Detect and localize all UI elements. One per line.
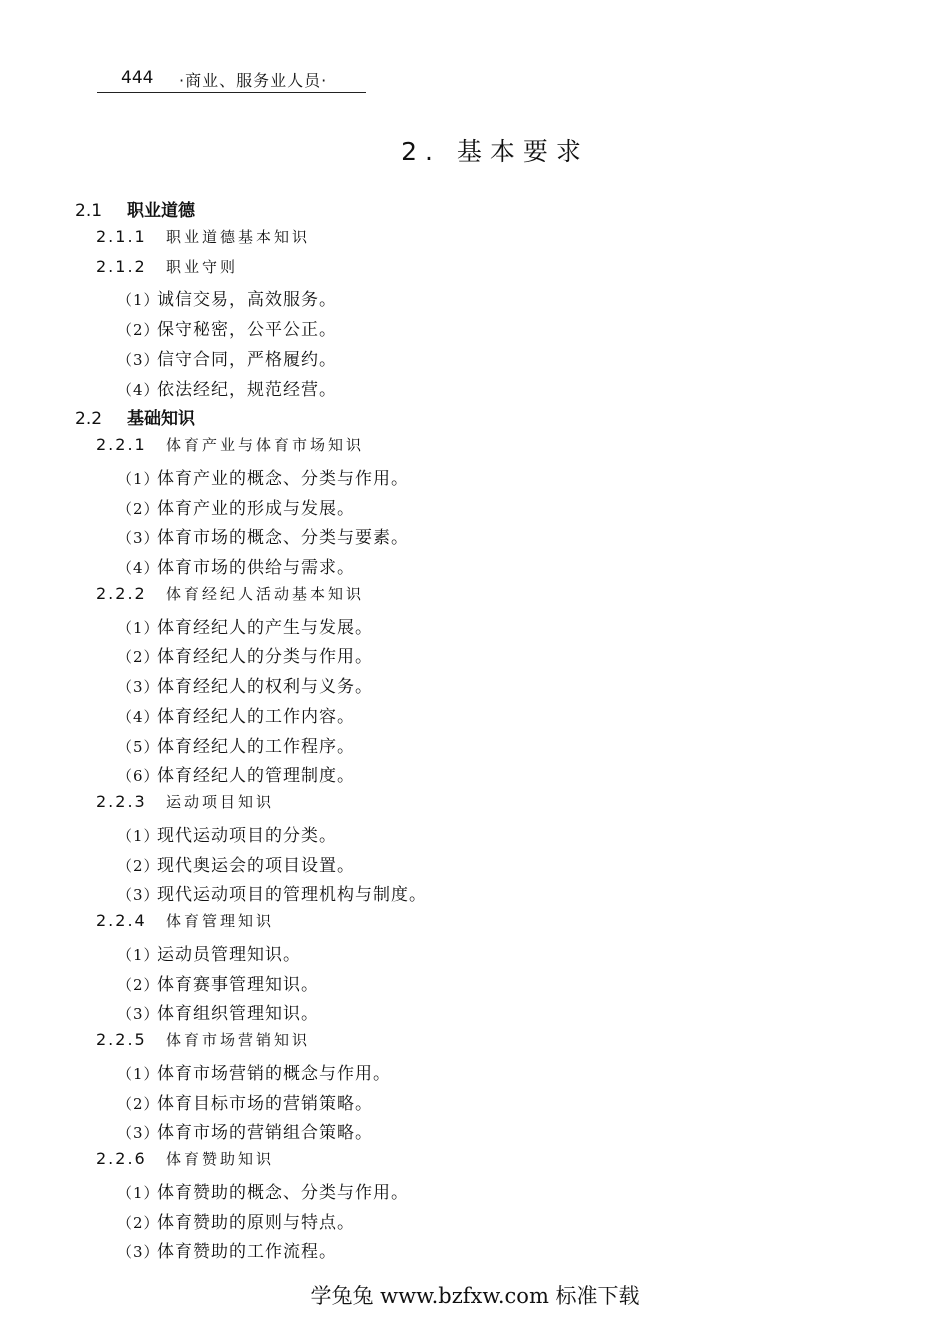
outline-item-level-3 [117,672,373,697]
outline-item-level-3 [117,732,355,757]
item-number: （3） [117,529,160,548]
outline-item-level-3 [117,851,355,876]
item-text: 运动员管理知识。 [157,944,301,965]
item-text: 体育经纪人的分类与作用。 [157,647,373,668]
outline-item-level-1 [75,196,195,221]
item-number: （6） [117,767,160,786]
outline-item-level-3 [117,761,355,786]
outline-item-level-3 [117,1237,337,1262]
outline-item-level-3 [117,1089,373,1114]
item-text: 信守合同，严格履约。 [157,349,337,370]
item-text: 体育目标市场的营销策略。 [157,1093,373,1114]
item-number: （3） [117,1005,160,1024]
item-number: （5） [117,737,160,756]
page-number: 444 [121,68,154,88]
item-text: 体育经纪人的产生与发展。 [157,617,373,638]
item-text: 运动项目知识 [166,793,275,811]
outline-item-level-2 [96,256,238,277]
outline-item-level-2 [96,910,274,931]
outline-item-level-2 [96,791,274,812]
item-number: （2） [117,321,160,339]
item-text: 体育经纪人的权利与义务。 [157,677,373,697]
outline-item-level-3 [117,345,337,370]
outline-item-level-2 [96,1029,310,1050]
item-number: （4） [117,380,160,399]
outline-item-level-2 [96,583,364,604]
item-text: 现代运动项目的分类。 [157,825,337,846]
item-number: （2） [117,975,160,994]
item-text: 体育市场的营销组合策略。 [157,1123,373,1144]
item-number: （2） [117,856,160,875]
outline-item-level-3 [117,464,409,489]
item-number: （1） [117,469,160,488]
item-number: （2） [117,1094,160,1113]
item-text: 体育市场的概念、分类与要素。 [157,528,409,549]
item-text: 体育市场营销知识 [166,1031,311,1049]
outline-item-level-3 [117,970,319,995]
item-number: （1） [117,618,160,637]
item-text: 体育产业的形成与发展。 [157,498,355,519]
item-text: 体育赞助知识 [166,1150,275,1168]
item-text: 保守秘密，公平公正。 [157,320,337,340]
item-number: 2.2.5 [96,1030,147,1049]
outline-item-level-3 [117,1118,373,1143]
outline-item-level-3 [117,642,373,667]
item-number: （3） [117,1124,160,1143]
item-number: 2.2 [75,409,103,430]
item-number: （1） [117,1064,160,1083]
item-text: 体育经纪人活动基本知识 [166,584,365,603]
outline-item-level-3 [117,553,355,578]
outline-item-level-1 [75,404,195,429]
outline-item-level-3 [117,821,337,846]
running-header [97,66,366,93]
watermark-footer: 学兔兔 www.bzfxw.com 标准下载 [310,1284,640,1308]
item-text: 体育经纪人的工作程序。 [157,736,355,757]
item-text: 体育经纪人的管理制度。 [157,766,355,787]
item-text: 体育赞助的工作流程。 [157,1242,337,1263]
item-text: 基础知识 [127,409,195,430]
item-number: （3） [117,886,160,905]
item-text: 现代奥运会的项目设置。 [157,855,355,876]
item-text: 体育赛事管理知识。 [157,974,319,995]
item-number: （1） [117,291,160,310]
item-number: （2） [117,499,160,518]
item-number: 2.2.3 [96,792,147,811]
item-text: 诚信交易，高效服务。 [157,290,337,311]
item-number: （1） [117,826,160,845]
outline-item-level-3 [117,999,319,1024]
page-title: 2. 基本要求 [401,137,589,166]
item-text: 职业守则 [166,257,239,276]
outline-item-level-3 [117,315,337,340]
outline-item-level-3 [117,285,337,310]
outline-item-level-3 [117,880,427,905]
item-text: 体育产业的概念、分类与作用。 [157,468,409,489]
outline-item-level-2 [96,434,364,455]
item-text: 职业道德 [127,201,195,221]
outline-item-level-2 [96,226,310,247]
item-text: 职业道德基本知识 [166,227,311,246]
item-text: 体育组织管理知识。 [157,1004,319,1025]
item-number: （4） [117,559,160,577]
section-label: ·商业、服务业人员· [179,71,328,90]
item-text: 体育赞助的概念、分类与作用。 [157,1182,409,1203]
item-number: 2.2.4 [96,911,147,930]
item-text: 依法经纪，规范经营。 [157,379,337,400]
item-number: （4） [117,707,160,726]
item-number: 2.1.2 [96,256,147,276]
outline-item-level-3 [117,523,409,548]
item-number: （1） [117,1183,160,1202]
item-number: 2.1.1 [96,226,147,246]
item-text: 现代运动项目的管理机构与制度。 [157,885,427,906]
outline-item-level-3 [117,494,355,519]
item-text: 体育赞助的原则与特点。 [157,1212,355,1233]
item-number: （2） [117,648,160,667]
outline-item-level-3 [117,1208,355,1233]
outline-item-level-3 [117,1178,409,1203]
item-number: （3） [117,678,160,696]
item-number: 2.1 [75,201,103,221]
outline-item-level-3 [117,940,301,965]
item-number: 2.2.6 [96,1149,147,1168]
outline-item-level-3 [117,375,337,400]
item-number: （3） [117,1243,160,1262]
outline-item-level-3 [117,702,355,727]
outline-item-level-3 [117,613,373,638]
item-text: 体育市场的供给与需求。 [157,558,355,578]
item-text: 体育管理知识 [166,912,275,930]
item-number: 2.2.1 [96,435,147,454]
item-number: （3） [117,350,160,369]
item-text: 体育市场营销的概念与作用。 [157,1063,391,1084]
item-text: 体育经纪人的工作内容。 [157,706,355,727]
item-text: 体育产业与体育市场知识 [166,436,365,454]
item-number: 2.2.2 [96,583,147,603]
item-number: （1） [117,945,160,964]
outline-item-level-3 [117,1059,391,1084]
item-number: （2） [117,1213,160,1232]
outline-item-level-2 [96,1148,274,1169]
